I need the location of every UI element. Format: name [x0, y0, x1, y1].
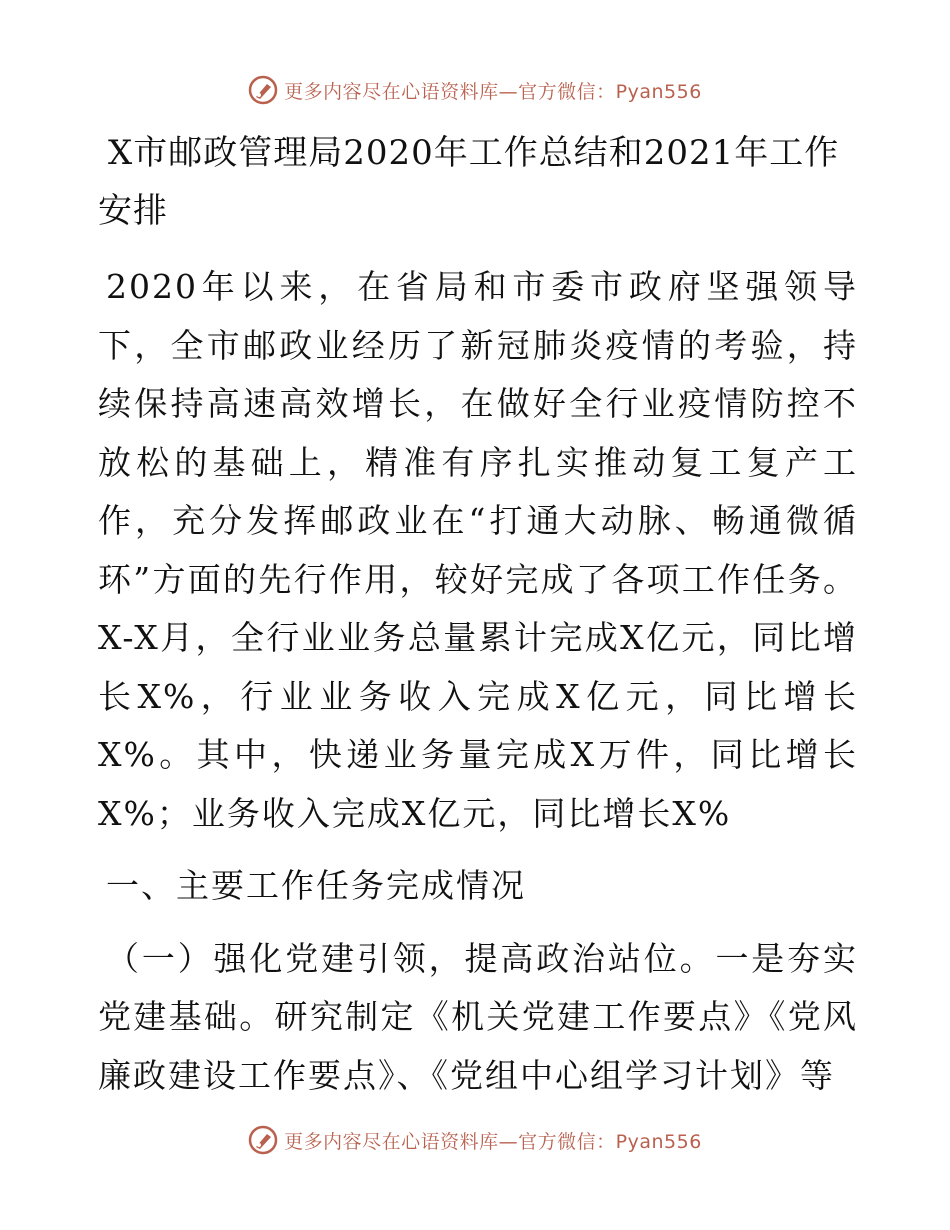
watermark-banner-bottom: [0, 1120, 950, 1160]
section-paragraph: （一）强化党建引领，提高政治站位。一是夯实党建基础。研究制定《机关党建工作要点》《党风廉政建设工作要点》、《党组中心组学习计划》等: [98, 938, 858, 1095]
pen-nib-logo-icon: [248, 1125, 278, 1155]
document-title: X市邮政管理局2020年工作总结和2021年工作安排: [98, 133, 840, 231]
watermark-banner-top: [0, 70, 950, 110]
intro-paragraph: 2020年以来，在省局和市委市政府坚强领导下，全市邮政业经历了新冠肺炎疫情的考验，持续保持高速高效增长，在做好全行业疫情防控不放松的基础上，精准有序扎实推动复工复产工作，充分发挥邮政业在“打通大动脉、畅通微循环”方面的先行作用，较好完成了各项工作任务。X-X月，全行业业务总量累计完成X亿元，同比增长X%，行业业务收入完成X亿元，同比增长X%。其中，快递业务量完成X万件，同比增长X%；业务收入完成X亿元，同比增长X%: [98, 267, 858, 833]
watermark-text: 更多内容尽在心语资料库—官方微信：Pyan556: [284, 80, 702, 103]
section-heading: 一、主要工作任务完成情况: [106, 866, 526, 905]
pen-nib-logo-icon: [248, 75, 278, 105]
watermark-text: 更多内容尽在心语资料库—官方微信：Pyan556: [284, 1130, 702, 1153]
document-body: [98, 124, 858, 1105]
